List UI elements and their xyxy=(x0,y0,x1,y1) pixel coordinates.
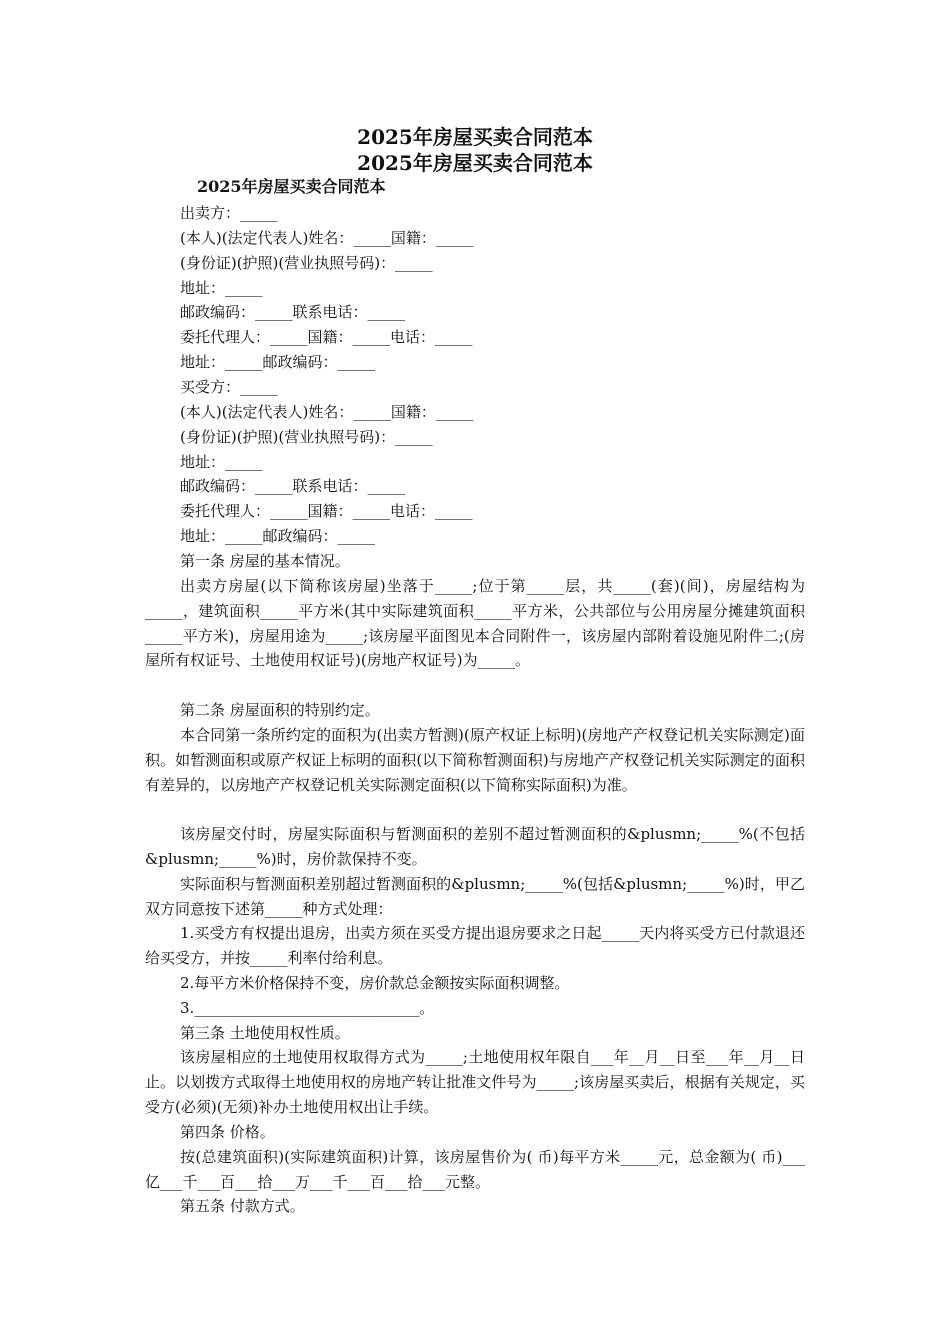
article-2-paragraph-3: 实际面积与暂测面积差别超过暂测面积的&plusmn;_____%(包括&plusmn;_____%)时，甲乙双方同意按下述第_____种方式处理： xyxy=(145,875,805,918)
buyer-id: (身份证)(护照)(营业执照号码)：_____ xyxy=(180,428,433,446)
seller-postal: 邮政编码：_____联系电话：_____ xyxy=(180,303,406,321)
seller-agent: 委托代理人：_____国籍：_____电话：_____ xyxy=(180,328,473,346)
document-title: 2025年房屋买卖合同范本 xyxy=(357,125,593,149)
article-2-option-2: 2.每平方米价格保持不变，房价款总金额按实际面积调整。 xyxy=(180,974,570,992)
seller-address: 地址：_____ xyxy=(180,279,263,297)
buyer-postal: 邮政编码：_____联系电话：_____ xyxy=(180,477,406,495)
article-5-title: 第五条 付款方式。 xyxy=(180,1197,305,1215)
buyer-agent: 委托代理人：_____国籍：_____电话：_____ xyxy=(180,502,473,520)
buyer-agent-address: 地址：_____邮政编码：_____ xyxy=(180,527,376,545)
seller-name: (本人)(法定代表人)姓名：_____国籍：_____ xyxy=(180,229,474,247)
article-3-title: 第三条 土地使用权性质。 xyxy=(180,1024,350,1042)
article-2-title: 第二条 房屋面积的特别约定。 xyxy=(180,701,380,719)
document-title-repeat: 2025年房屋买卖合同范本 xyxy=(357,151,593,175)
buyer-address: 地址：_____ xyxy=(180,453,263,471)
seller-label: 出卖方：_____ xyxy=(180,204,278,222)
buyer-name: (本人)(法定代表人)姓名：_____国籍：_____ xyxy=(180,403,474,421)
buyer-label: 买受方：_____ xyxy=(180,378,278,396)
article-1-title: 第一条 房屋的基本情况。 xyxy=(180,552,350,570)
seller-id: (身份证)(护照)(营业执照号码)：_____ xyxy=(180,254,433,272)
article-2-option-1: 1.买受方有权提出退房，出卖方须在买受方提出退房要求之日起_____天内将买受方已付款退还给买受方，并按_____利率付给利息。 xyxy=(145,924,805,967)
article-2-paragraph-2: 该房屋交付时，房屋实际面积与暂测面积的差别不超过暂测面积的&plusmn;_____%(不包括&plusmn;_____%)时，房价款保持不变。 xyxy=(145,825,805,868)
article-1-body: 出卖方房屋(以下简称该房屋)坐落于_____;位于第_____层，共_____(套)(间)，房屋结构为_____，建筑面积_____平方米(其中实际建筑面积_____平方米，公共部位与公用房屋分摊建筑面积_____平方米)，房屋用途为_____;该房屋平面图见本合同附件一，该房屋内部附着设施见附件二;(房屋所有权证号、土地使用权证号)(房地产权证号)为_____。 xyxy=(145,577,805,670)
document-subtitle: 2025年房屋买卖合同范本 xyxy=(197,177,386,196)
article-2-option-3: 3.______________________________。 xyxy=(180,999,435,1017)
article-4-title: 第四条 价格。 xyxy=(180,1123,275,1141)
article-3-body: 该房屋相应的土地使用权取得方式为_____;土地使用权年限自___年__月__日至___年__月__日止。以划拨方式取得土地使用权的房地产转让批准文件号为_____;该房屋买卖后，根据有关规定，买受方(必须)(无须)补办土地使用权出让手续。 xyxy=(145,1048,805,1116)
article-4-body: 按(总建筑面积)(实际建筑面积)计算，该房屋售价为( 币)每平方米_____元，总金额为( 币)___亿___千___百___拾___万___千___百___拾___元整。 xyxy=(145,1148,805,1191)
article-2-paragraph-1: 本合同第一条所约定的面积为(出卖方暂测)(原产权证上标明)(房地产产权登记机关实际测定)面积。如暂测面积或原产权证上标明的面积(以下简称暂测面积)与房地产产权登记机关实际测定的面积有差异的，以房地产产权登记机关实际测定面积(以下简称实际面积)为准。 xyxy=(145,726,805,794)
seller-agent-address: 地址：_____邮政编码：_____ xyxy=(180,353,376,371)
